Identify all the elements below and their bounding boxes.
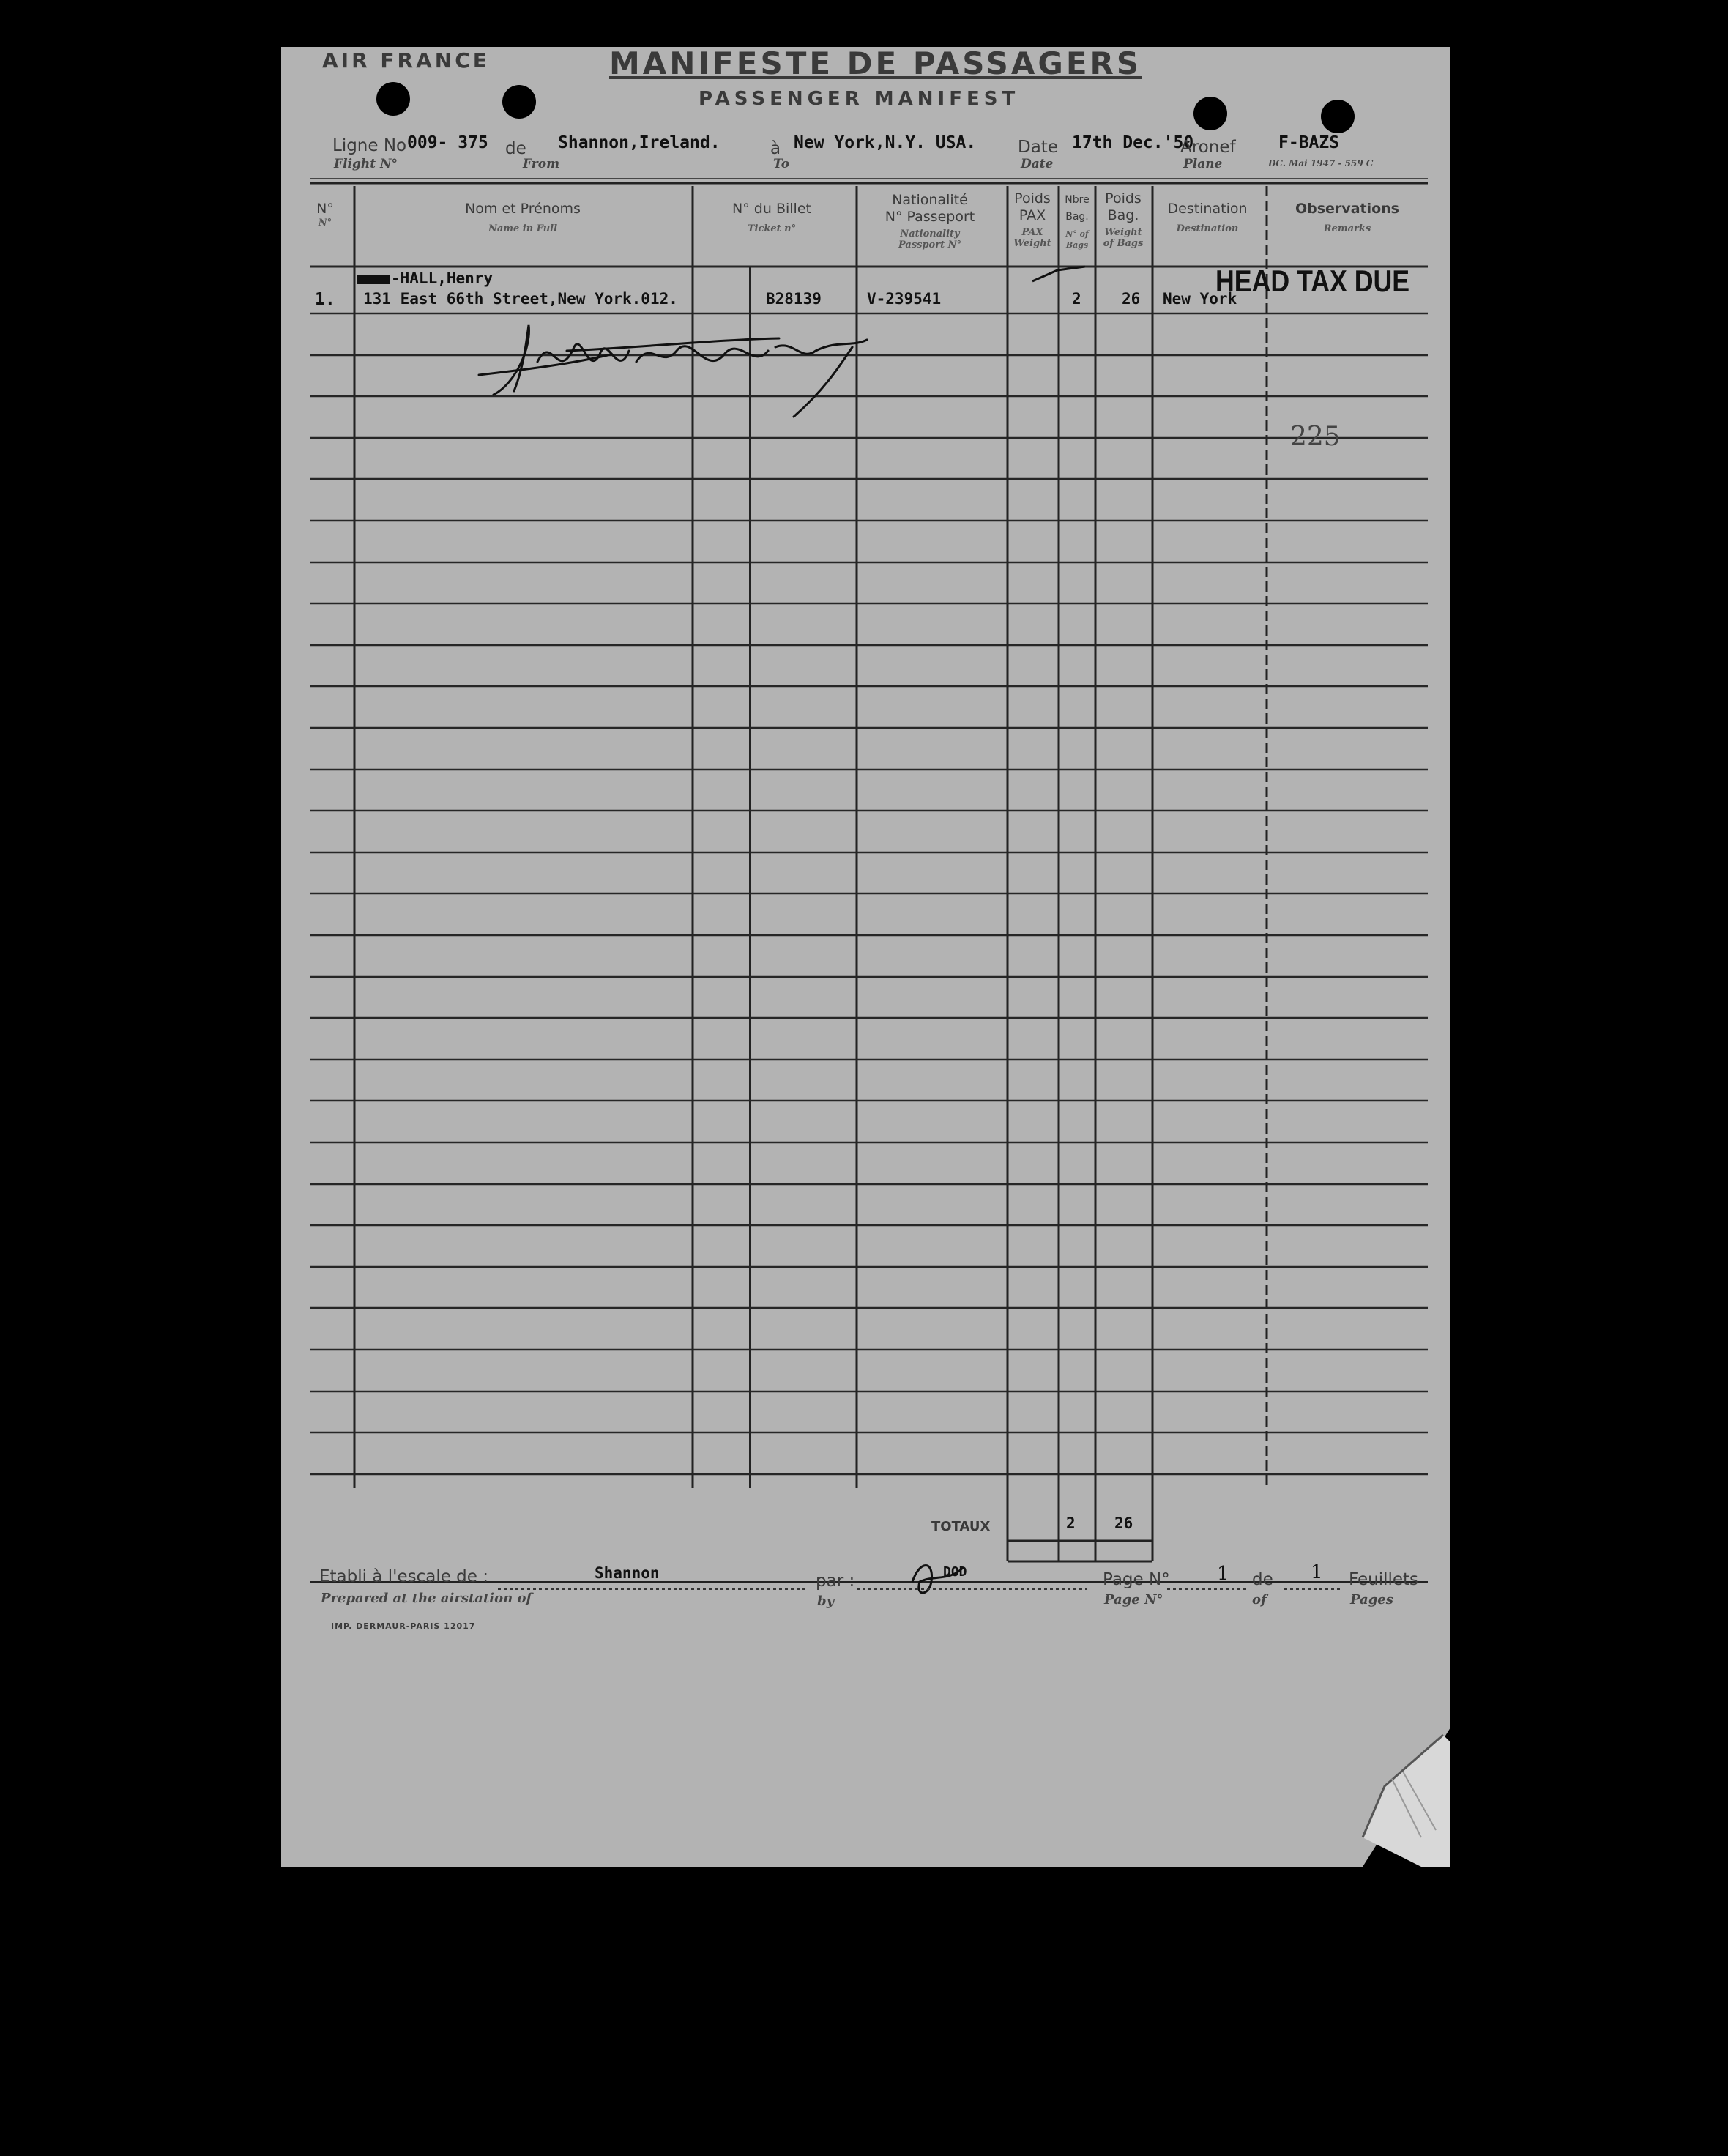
plane-label: Aronef	[1180, 138, 1236, 157]
page-label-en: Page N°	[1104, 1592, 1163, 1607]
col-header-name: Nom et Prénoms Name in Full	[465, 201, 581, 234]
flight-label-en: Flight N°	[334, 157, 398, 171]
col-header-ticket: N° du Billet Ticket n°	[732, 201, 811, 234]
plane-label-en: Plane	[1183, 157, 1223, 171]
bag-weight: 26	[1122, 290, 1141, 308]
form-code: DC. Mai 1947 - 559 C	[1268, 158, 1374, 168]
col-header-no: N° N°	[316, 201, 334, 228]
col-header-bag-weight: Poids Bag. Weight of Bags	[1103, 190, 1144, 249]
sheets-label-en: Pages	[1350, 1592, 1393, 1607]
passenger-signature	[472, 318, 882, 420]
passenger-name: -HALL,Henry	[391, 270, 494, 287]
from-label: de	[505, 139, 526, 158]
airline-name: AIR FRANCE	[322, 48, 490, 73]
date-label-en: Date	[1021, 157, 1054, 171]
sheets-label: Feuillets	[1349, 1570, 1419, 1589]
prepared-label: Etabli à l'escale de :	[319, 1567, 488, 1586]
by-initials: DOD	[943, 1564, 967, 1580]
col-header-destination: Destination Destination	[1167, 201, 1248, 234]
to-label: à	[770, 139, 781, 158]
totals-bag-weight: 26	[1114, 1514, 1133, 1532]
flight-number: 009- 375	[407, 133, 488, 152]
totals-bags: 2	[1066, 1514, 1076, 1532]
date-label: Date	[1018, 138, 1058, 157]
date-value: 17th Dec.'50	[1072, 133, 1194, 152]
totals-label: TOTAUX	[931, 1519, 991, 1534]
passenger-number: 1.	[315, 290, 335, 309]
prepared-label-en: Prepared at the airstation of	[321, 1591, 532, 1606]
to-label-en: To	[773, 157, 790, 171]
by-label: par :	[816, 1572, 855, 1591]
flight-label: Ligne No	[332, 136, 407, 155]
total-pages: 1	[1311, 1561, 1323, 1583]
manifest-title: MANIFESTE DE PASSAGERS	[609, 47, 1142, 81]
from-value: Shannon,Ireland.	[558, 133, 720, 152]
handwritten-number: 225	[1290, 422, 1341, 452]
by-label-en: by	[817, 1594, 835, 1609]
col-header-remarks: Observations Remarks	[1295, 201, 1399, 234]
col-header-pax-weight: Poids PAX PAX Weight	[1013, 190, 1051, 249]
of-label: de	[1252, 1570, 1273, 1589]
col-header-nationality: Nationalité N° Passeport Nationality Passport N°	[885, 192, 975, 250]
manifest-subtitle: PASSENGER MANIFEST	[699, 88, 1020, 110]
prepared-station: Shannon	[595, 1564, 660, 1582]
destination: New York	[1163, 290, 1237, 308]
passport-number: V-239541	[867, 290, 942, 308]
folded-corner	[1333, 1728, 1450, 1867]
to-value: New York,N.Y. USA.	[794, 133, 977, 152]
page-number: 1	[1217, 1563, 1229, 1585]
printer-mark: IMP. DERMAUR-PARIS 12017	[331, 1621, 476, 1631]
head-tax-stamp: HEAD TAX DUE	[1215, 264, 1410, 298]
plane-value: F-BAZS	[1278, 133, 1340, 152]
bag-count: 2	[1072, 290, 1081, 308]
col-header-bag-count: Nbre Bag. N° of Bags	[1065, 194, 1090, 250]
page-label: Page N°	[1103, 1570, 1170, 1589]
manifest-sheet	[281, 47, 1450, 1867]
ticket-number: B28139	[766, 290, 822, 308]
from-label-en: From	[523, 157, 560, 171]
passenger-address: 131 East 66th Street,New York.012.	[363, 290, 678, 308]
of-label-en: of	[1252, 1592, 1267, 1607]
footer-underlines	[281, 1579, 1450, 1623]
